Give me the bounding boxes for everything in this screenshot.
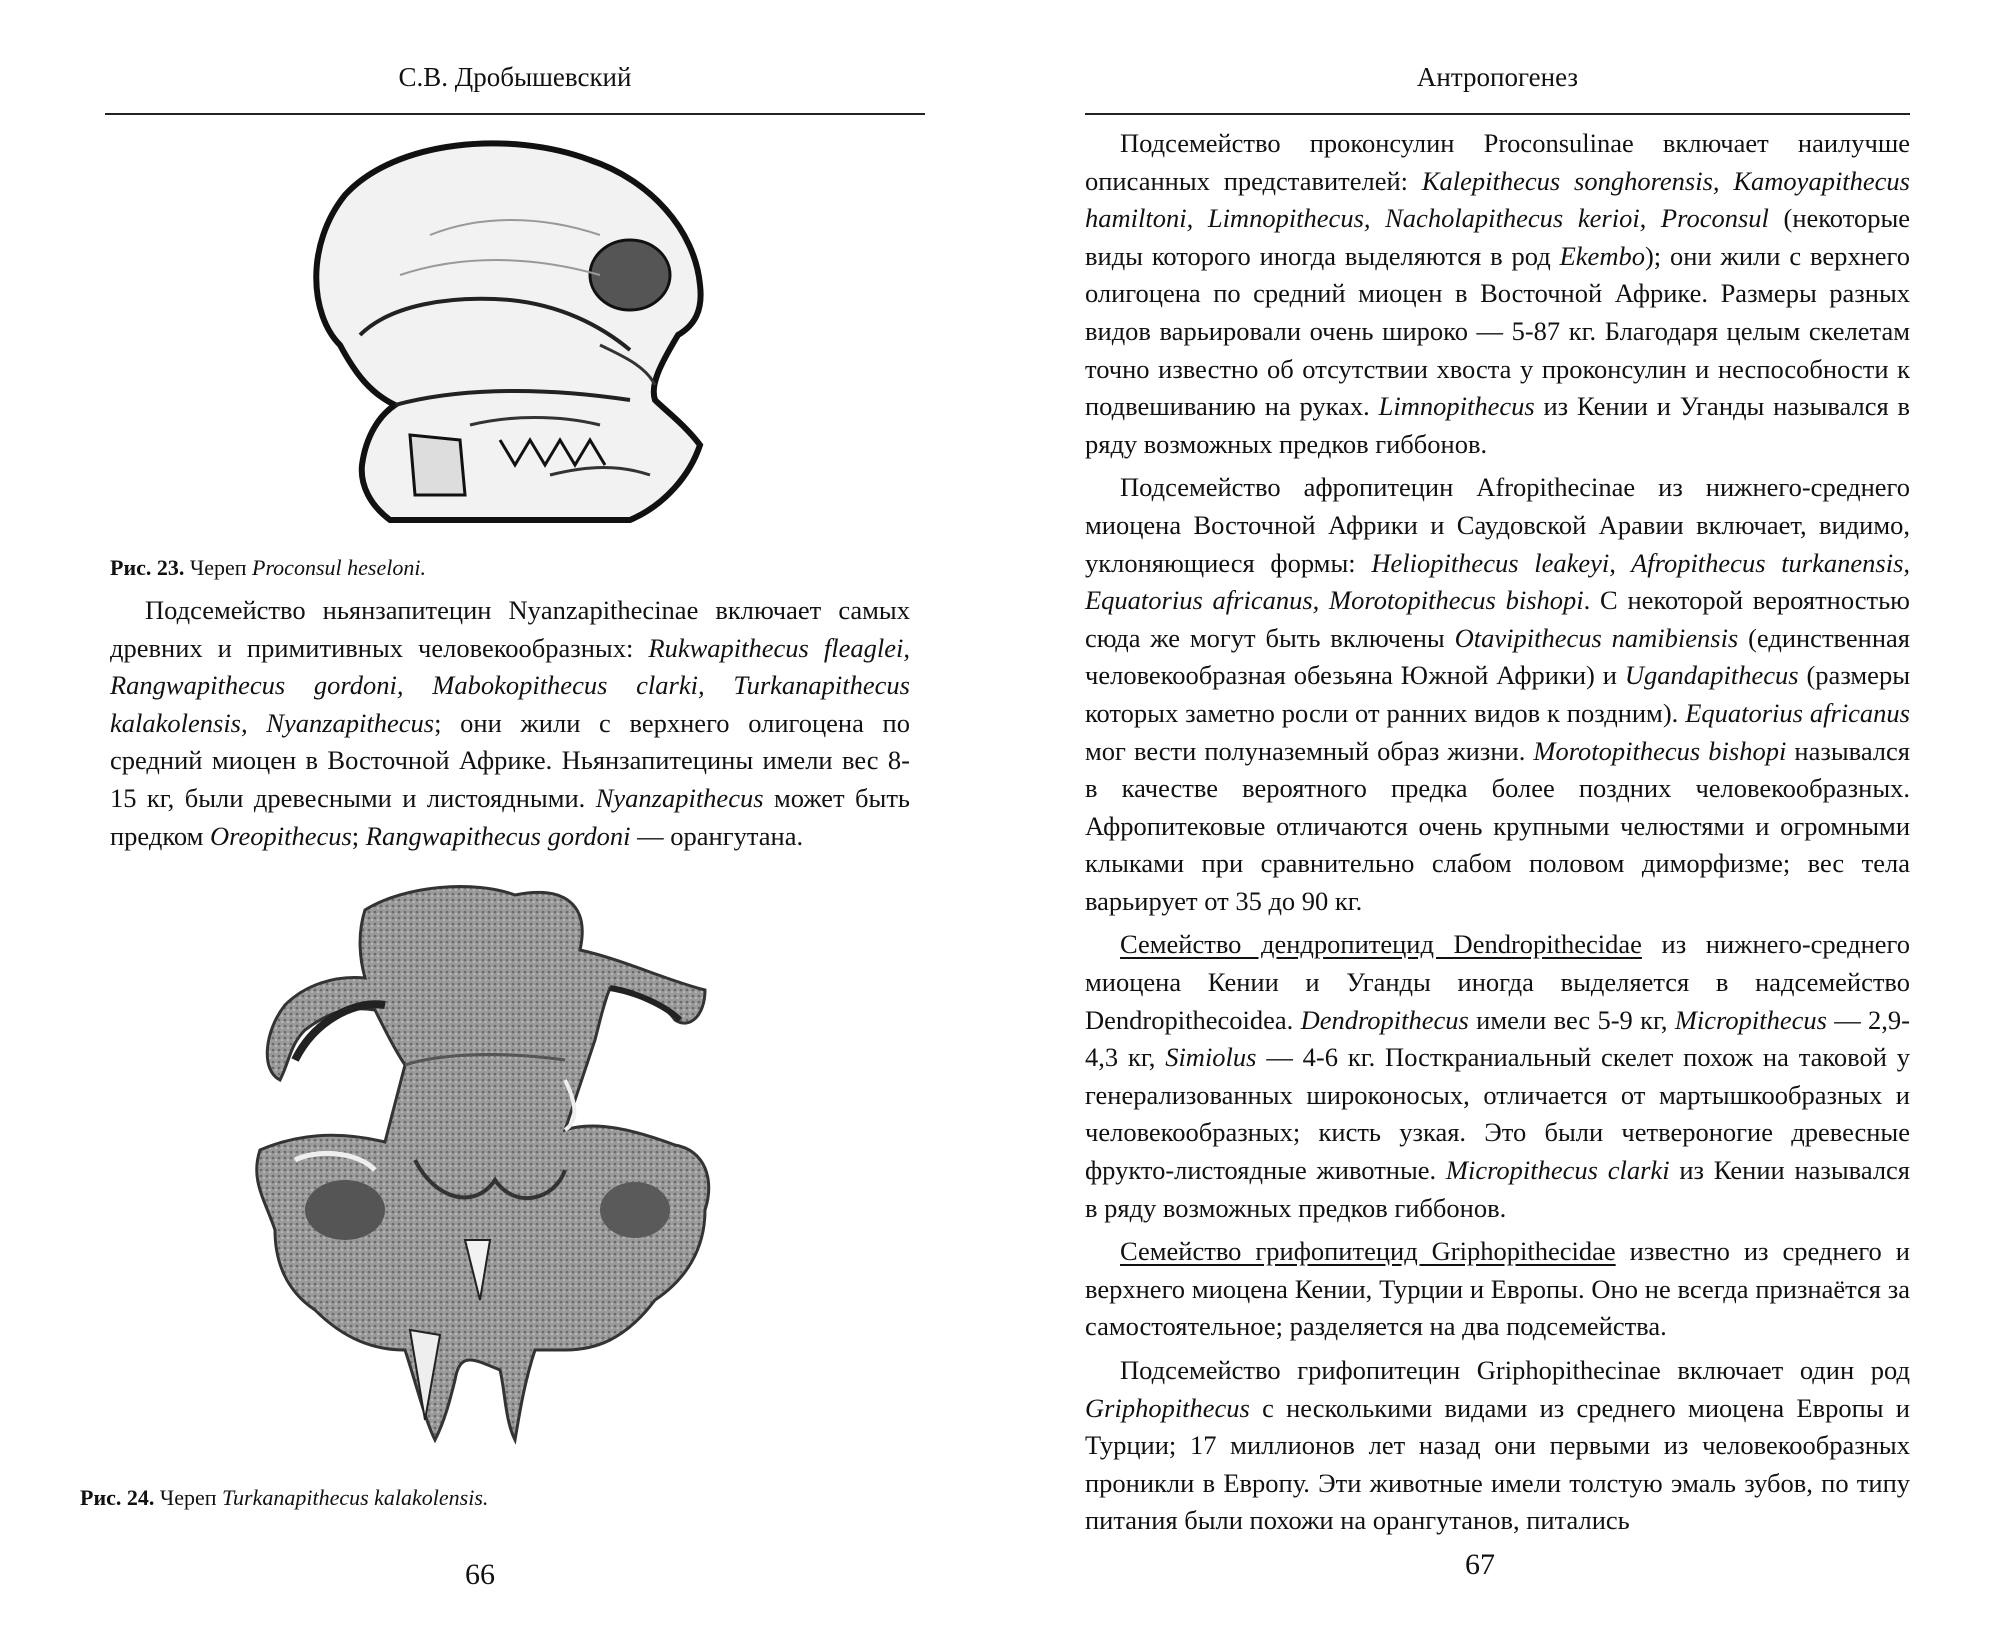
right-body-text xyxy=(1085,125,1910,1546)
header-rule-left xyxy=(105,113,925,115)
fig24-taxon: Turkanapithecus kalakolensis. xyxy=(222,1485,489,1510)
paragraph-proconsulinae: Подсемейство проконсулин Proconsulinae включает наилучше описанных представителей: Kalepithecus songhorensis, Kamoyapithecus hamiltoni, Limnopithecus, Nacholapithecus kerioi, Proconsul (некоторые виды которого иногда выделяются в род Ekembo); они жили с верхнего олигоцена по средний миоцен в Восточной Африке. Размеры разных видов варьировали очень широко — 5-87 кг. Благодаря целым скелетам точно известно об отсутствии хвоста у проконсулин и неспособности к подвешиванию на руках. Limnopithecus из Кении и Уганды назывался в ряду возможных предков гиббонов. xyxy=(1085,128,1911,459)
fig23-label: Рис. 23. xyxy=(110,555,185,580)
fig23-text: Череп xyxy=(189,555,247,580)
figure-23-caption xyxy=(110,555,426,581)
paragraph-griphopithecinae: Подсемейство грифопитецин Griphopithecinae включает один род Griphopithecus с несколькими видами из среднего миоцена Европы и Турции; 17 миллионов лет назад они первыми из человекообразных проникли в Европу. Эти животные имели толстую эмаль зубов, по типу питания были похожи на орангутанов, питались xyxy=(1085,1355,1910,1536)
fig23-taxon: Proconsul heseloni. xyxy=(252,555,426,580)
left-body-text xyxy=(110,592,910,861)
fig24-text: Череп xyxy=(159,1485,217,1510)
page-number-left: 66 xyxy=(465,1558,495,1591)
figure-24-caption xyxy=(80,1485,488,1511)
paragraph-afropithecinae: Подсемейство афропитецин Afropithecinae из нижнего-среднего миоцена Восточной Африки и Саудовской Аравии включает, видимо, уклоняющиеся формы: Heliopithecus leakeyi, Afropithecus turkanensis, Equatorius africanus, Morotopithecus bishopi. С некоторой вероятностью сюда же могут быть включены Otavipithecus namibiensis (единственная человекообразная обезьяна Южной Африки) и Ugandapithecus (размеры которых заметно росли от ранних видов к поздним). Equatorius africanus мог вести полуназемный образ жизни. Morotopithecus bishopi назывался в качестве вероятного предка более поздних человекообразных. Афропитековые отличаются очень крупными челюстями и огромными клыками при сравнительно слабом половом диморфизме; вес тела варьирует от 35 до 90 кг. xyxy=(1085,472,1911,916)
skull-drawing-figure-23 xyxy=(300,135,720,525)
running-head-right: Антропогенез xyxy=(1416,62,1579,92)
paragraph-dendropithecidae: Семейство дендропитецид Dendropithecidae из нижнего-среднего миоцена Кении и Уганды иногда выделяется в надсемейство Dendropithecoidea. Dendropithecus имели вес 5-9 кг, Micropithecus — 2,9-4,3 кг, Simiolus — 4-6 кг. Посткраниальный скелет похож на таковой у генерализованных широконосых, отличается от мартышкообразных и человекообразных; кисть узкая. Это были четвероногие древесные фрукто-листоядные животные. Micropithecus clarki из Кении назывался в ряду возможных предков гиббонов. xyxy=(1085,929,1910,1223)
running-head-left: С.В. Дробышевский xyxy=(398,62,632,92)
paragraph-nyanzapithecinae: Подсемейство ньянзапитецин Nyanzapithecinae включает самых древних и примитивных человекообразных: Rukwapithecus fleaglei, Rangwapithecus gordoni, Mabokopithecus clarki, Turkanapithecus kalakolensis, Nyanzapithecus; они жили с верхнего олигоцена по средний миоцен в Восточной Африке. Ньянзапитецины имели вес 8-15 кг, были древесными и листоядными. Nyanzapithecus может быть предком Oreopithecus; Rangwapithecus gordoni — орангутана. xyxy=(110,595,910,851)
fig24-label: Рис. 24. xyxy=(80,1485,155,1510)
fossil-skull-photo-figure-24 xyxy=(235,880,745,1460)
right-page xyxy=(1000,0,2000,1627)
page-number-right: 67 xyxy=(1465,1548,1495,1581)
paragraph-griphopithecidae: Семейство грифопитецид Griphopithecidae известно из среднего и верхнего миоцена Кении, Турции и Европы. Оно не всегда признаётся за самостоятельное; разделяется на два подсемейства. xyxy=(1085,1236,1910,1342)
header-rule-right xyxy=(1085,113,1910,115)
